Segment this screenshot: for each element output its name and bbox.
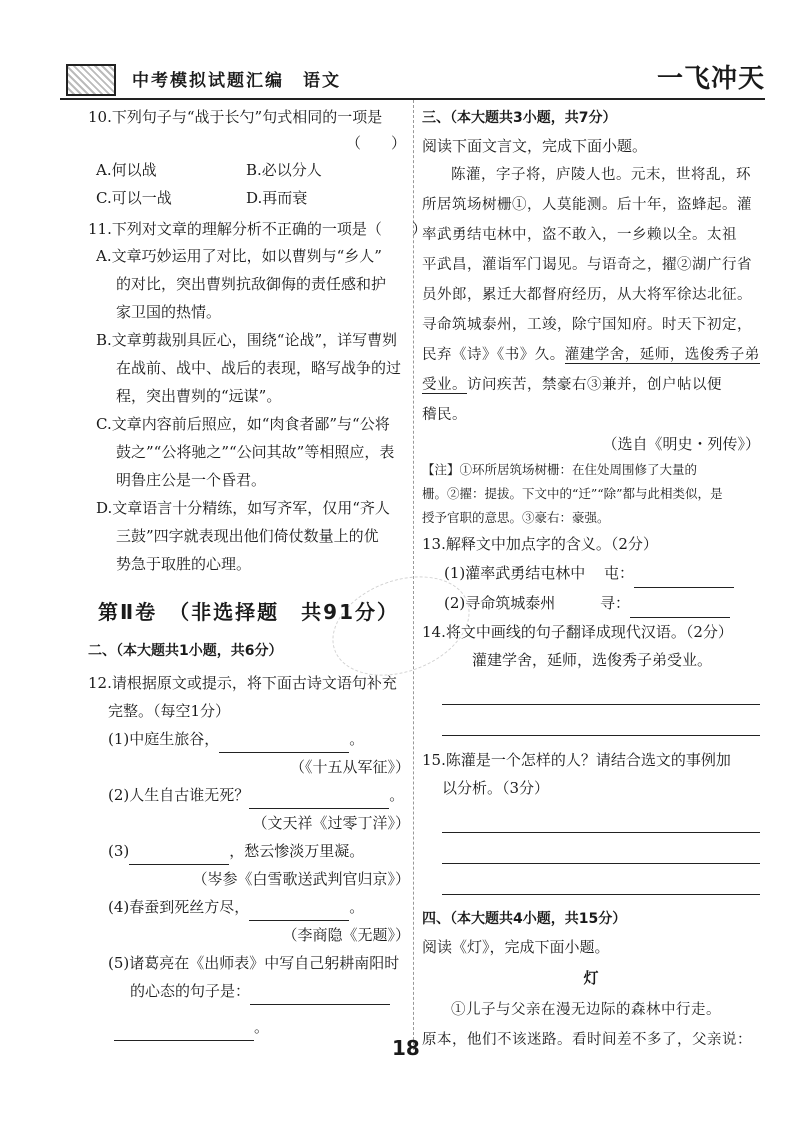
q14-stem: 14.将文中画线的句子翻译成现代汉语。（2分）	[422, 623, 733, 641]
q12-item-3-source: （岑参《白雪歌送武判官归京》）	[192, 870, 410, 888]
section-3-heading: 三、（本大题共3小题，共7分）	[422, 110, 617, 126]
page-number: 18	[392, 1036, 420, 1060]
q11-d-line1: D.文章语言十分精练，如写齐军，仅用“齐人	[96, 499, 390, 517]
passage-line-3: 率武勇结屯林中，盗不敢入，一乡赖以全。太祖	[422, 227, 737, 243]
passage-line-9: 稽民。	[422, 407, 467, 423]
q14-sentence: 灌建学舍，延师，选俊秀子弟受业。	[472, 651, 713, 669]
passage-line-7	[422, 340, 760, 370]
question-11	[88, 216, 427, 578]
passage-line-2: 所居筑场树栅①，人莫能测。后十年，盗蜂起。灌	[422, 197, 752, 213]
passage-line-5: 员外郎，累迁大都督府经历，从大将军徐达北征。	[422, 287, 752, 303]
q12-item-5-end: 。	[254, 1018, 270, 1036]
q11-a-line2: 的对比，突出曹刿抗敌御侮的责任感和护	[116, 275, 387, 293]
q12-item-1-source: （《十五从军征》）	[289, 758, 410, 776]
series-title: 中考模拟试题汇编 语文	[132, 71, 341, 91]
left-column	[88, 104, 427, 1041]
question-15	[422, 746, 760, 895]
q10-stem: 10.下列句子与“战于长勺”句式相同的一项是	[88, 108, 383, 126]
q12-item-2-text: (2)人生自古谁无死？	[108, 786, 250, 804]
q13-item-2	[422, 588, 760, 618]
q12-item-3	[88, 837, 410, 865]
question-14	[422, 618, 760, 736]
q12-item-4-source: （李商隐《无题》）	[282, 926, 410, 944]
q12-item-1	[88, 725, 410, 753]
q11-b-line2: 在战前、战中、战后的表现，略写战争的过	[116, 359, 402, 377]
q11-c-line1: C.文章内容前后照应，如“肉食者鄙”与“公将	[96, 415, 390, 433]
q12-item-1-blank[interactable]	[219, 734, 349, 753]
classical-passage	[422, 160, 760, 430]
q13-item-1-text: (1)灌率武勇结屯林中	[444, 564, 586, 582]
passage-line-1: 陈灌，字子将，庐陵人也。元末，世将乱，环	[451, 167, 751, 183]
q12-item-2-blank[interactable]	[249, 790, 389, 809]
q12-item-5-line3	[88, 1013, 410, 1041]
q12-item-1-end: 。	[349, 730, 365, 748]
question-10	[88, 104, 410, 212]
q12-item-5-text: 的心态的句子是：	[130, 982, 251, 1000]
story-title: 灯	[583, 969, 599, 987]
column-divider	[413, 100, 414, 1050]
section-2-heading: 二、（本大题共1小题，共6分）	[88, 643, 283, 659]
q11-b-line1: B.文章剪裁别具匠心，围绕“论战”，详写曹刿	[96, 331, 398, 349]
q15-stem-line2: 以分析。（3分）	[442, 779, 550, 797]
question-13	[422, 530, 760, 618]
q12-item-5-line2	[88, 977, 410, 1005]
q10-option-b: B.必以分人	[246, 161, 322, 179]
q12-item-5-line1: (5)诸葛亮在《出师表》中写自己躬耕南阳时	[108, 954, 400, 972]
note-line-1: 【注】①环所居筑场树栅：在住处周围修了大量的	[422, 462, 698, 477]
q12-item-2-end: 。	[389, 786, 405, 804]
q13-item-1-char: 屯：	[604, 564, 635, 582]
q12-item-1-text: (1)中庭生旅谷，	[108, 730, 220, 748]
q12-item-3-text: (3)	[108, 842, 130, 860]
passage-notes	[422, 458, 760, 530]
q15-answer-line-1[interactable]	[442, 802, 760, 833]
q11-c-line2: 鼓之”“公将驰之”“公问其故”等相照应，表	[116, 443, 395, 461]
q12-item-5-blank-b[interactable]	[114, 1022, 254, 1041]
story-line-1: ①儿子与父亲在漫无边际的森林中行走。	[451, 1002, 721, 1018]
q13-stem: 13.解释文中加点字的含义。（2分）	[422, 535, 658, 553]
section-4-heading: 四、（本大题共4小题，共15分）	[422, 911, 627, 927]
page-header	[60, 58, 765, 98]
note-line-2: 栅。②擢：提拔。下文中的“迁”“除”都与此相类似，是	[422, 486, 723, 501]
q13-item-2-text: (2)寻命筑城泰州	[444, 594, 556, 612]
q11-option-a	[88, 242, 410, 326]
q11-stem: 11.下列对文章的理解分析不正确的一项是（ ）	[88, 220, 427, 238]
brand-title: 一飞冲天	[656, 64, 765, 94]
q11-option-b	[88, 326, 410, 410]
q14-answer-line-2[interactable]	[442, 705, 760, 736]
q12-item-2	[88, 781, 410, 809]
section-4-intro: 阅读《灯》，完成下面小题。	[422, 938, 610, 956]
q11-option-d	[88, 494, 410, 578]
q12-stem-line2: 完整。（每空1分）	[108, 702, 231, 720]
passage-underlined-b: 受业。	[422, 377, 467, 393]
story-line-2: 原本，他们不该迷路。看时间差不多了，父亲说：	[422, 1032, 752, 1048]
q13-item-1	[422, 558, 760, 588]
passage-line-7-a: 民弃《诗》《书》久。	[422, 347, 565, 363]
q11-a-line3: 家卫国的热情。	[116, 303, 222, 321]
q12-item-3-end: ，愁云惨淡万里凝。	[229, 842, 365, 860]
q11-a-line1: A.文章巧妙运用了对比，如以曹刿与“乡人”	[96, 247, 382, 265]
q12-item-4	[88, 893, 410, 921]
q12-item-4-blank[interactable]	[249, 902, 349, 921]
q11-c-line3: 明鲁庄公是一个昏君。	[116, 471, 267, 489]
q15-answer-line-3[interactable]	[442, 864, 760, 895]
q10-option-a: A.何以战	[96, 161, 157, 179]
series-logo-icon	[66, 64, 116, 96]
passage-line-6: 寻命筑城泰州，工竣，除宁国知府。时天下初定，	[422, 317, 752, 333]
q11-option-c	[88, 410, 410, 494]
right-column	[422, 104, 760, 1055]
q12-item-4-text: (4)春蚕到死丝方尽，	[108, 898, 250, 916]
section-3-intro: 阅读下面文言文，完成下面小题。	[422, 137, 648, 155]
q12-item-4-end: 。	[349, 898, 365, 916]
q10-option-c: C.可以一战	[96, 189, 172, 207]
q13-item-1-blank[interactable]	[634, 569, 734, 588]
q12-item-5-blank-a[interactable]	[250, 986, 390, 1005]
q12-stem-line1: 12.请根据原文或提示，将下面古诗文语句补充	[88, 674, 397, 692]
q11-d-line3: 势急于取胜的心理。	[116, 555, 252, 573]
passage-line-8-tail: 访问疾苦，禁豪右③兼并，创户帖以便	[467, 377, 722, 393]
question-12	[88, 669, 410, 1041]
q10-option-d: D.再而衰	[246, 189, 308, 207]
passage-source: （选自《明史・列传》）	[602, 435, 760, 453]
volume-title: 第Ⅱ卷 （非选择题 共91分）	[98, 600, 400, 624]
passage-line-8	[422, 370, 760, 400]
q15-stem-line1: 15.陈灌是一个怎样的人？请结合选文的事例加	[422, 751, 731, 769]
q14-answer-line-1[interactable]	[442, 674, 760, 705]
q13-item-2-blank[interactable]	[630, 599, 730, 618]
note-line-3: 授予官职的意思。③豪右：豪强。	[422, 510, 610, 525]
q12-item-3-blank[interactable]	[129, 846, 229, 865]
q10-answer-paren: （ ）	[345, 134, 406, 152]
passage-underlined-a: 灌建学舍，延师，选俊秀子弟	[564, 347, 760, 363]
q15-answer-line-2[interactable]	[442, 833, 760, 864]
q11-b-line3: 程，突出曹刿的“远谋”。	[116, 387, 282, 405]
passage-line-4: 平武昌，灌诣军门谒见。与语奇之，擢②湖广行省	[422, 257, 752, 273]
q13-item-2-char: 寻：	[600, 594, 631, 612]
q12-item-2-source: （文天祥《过零丁洋》）	[252, 814, 410, 832]
q11-d-line2: 三鼓”四字就表现出他们倚仗数量上的优	[116, 527, 379, 545]
